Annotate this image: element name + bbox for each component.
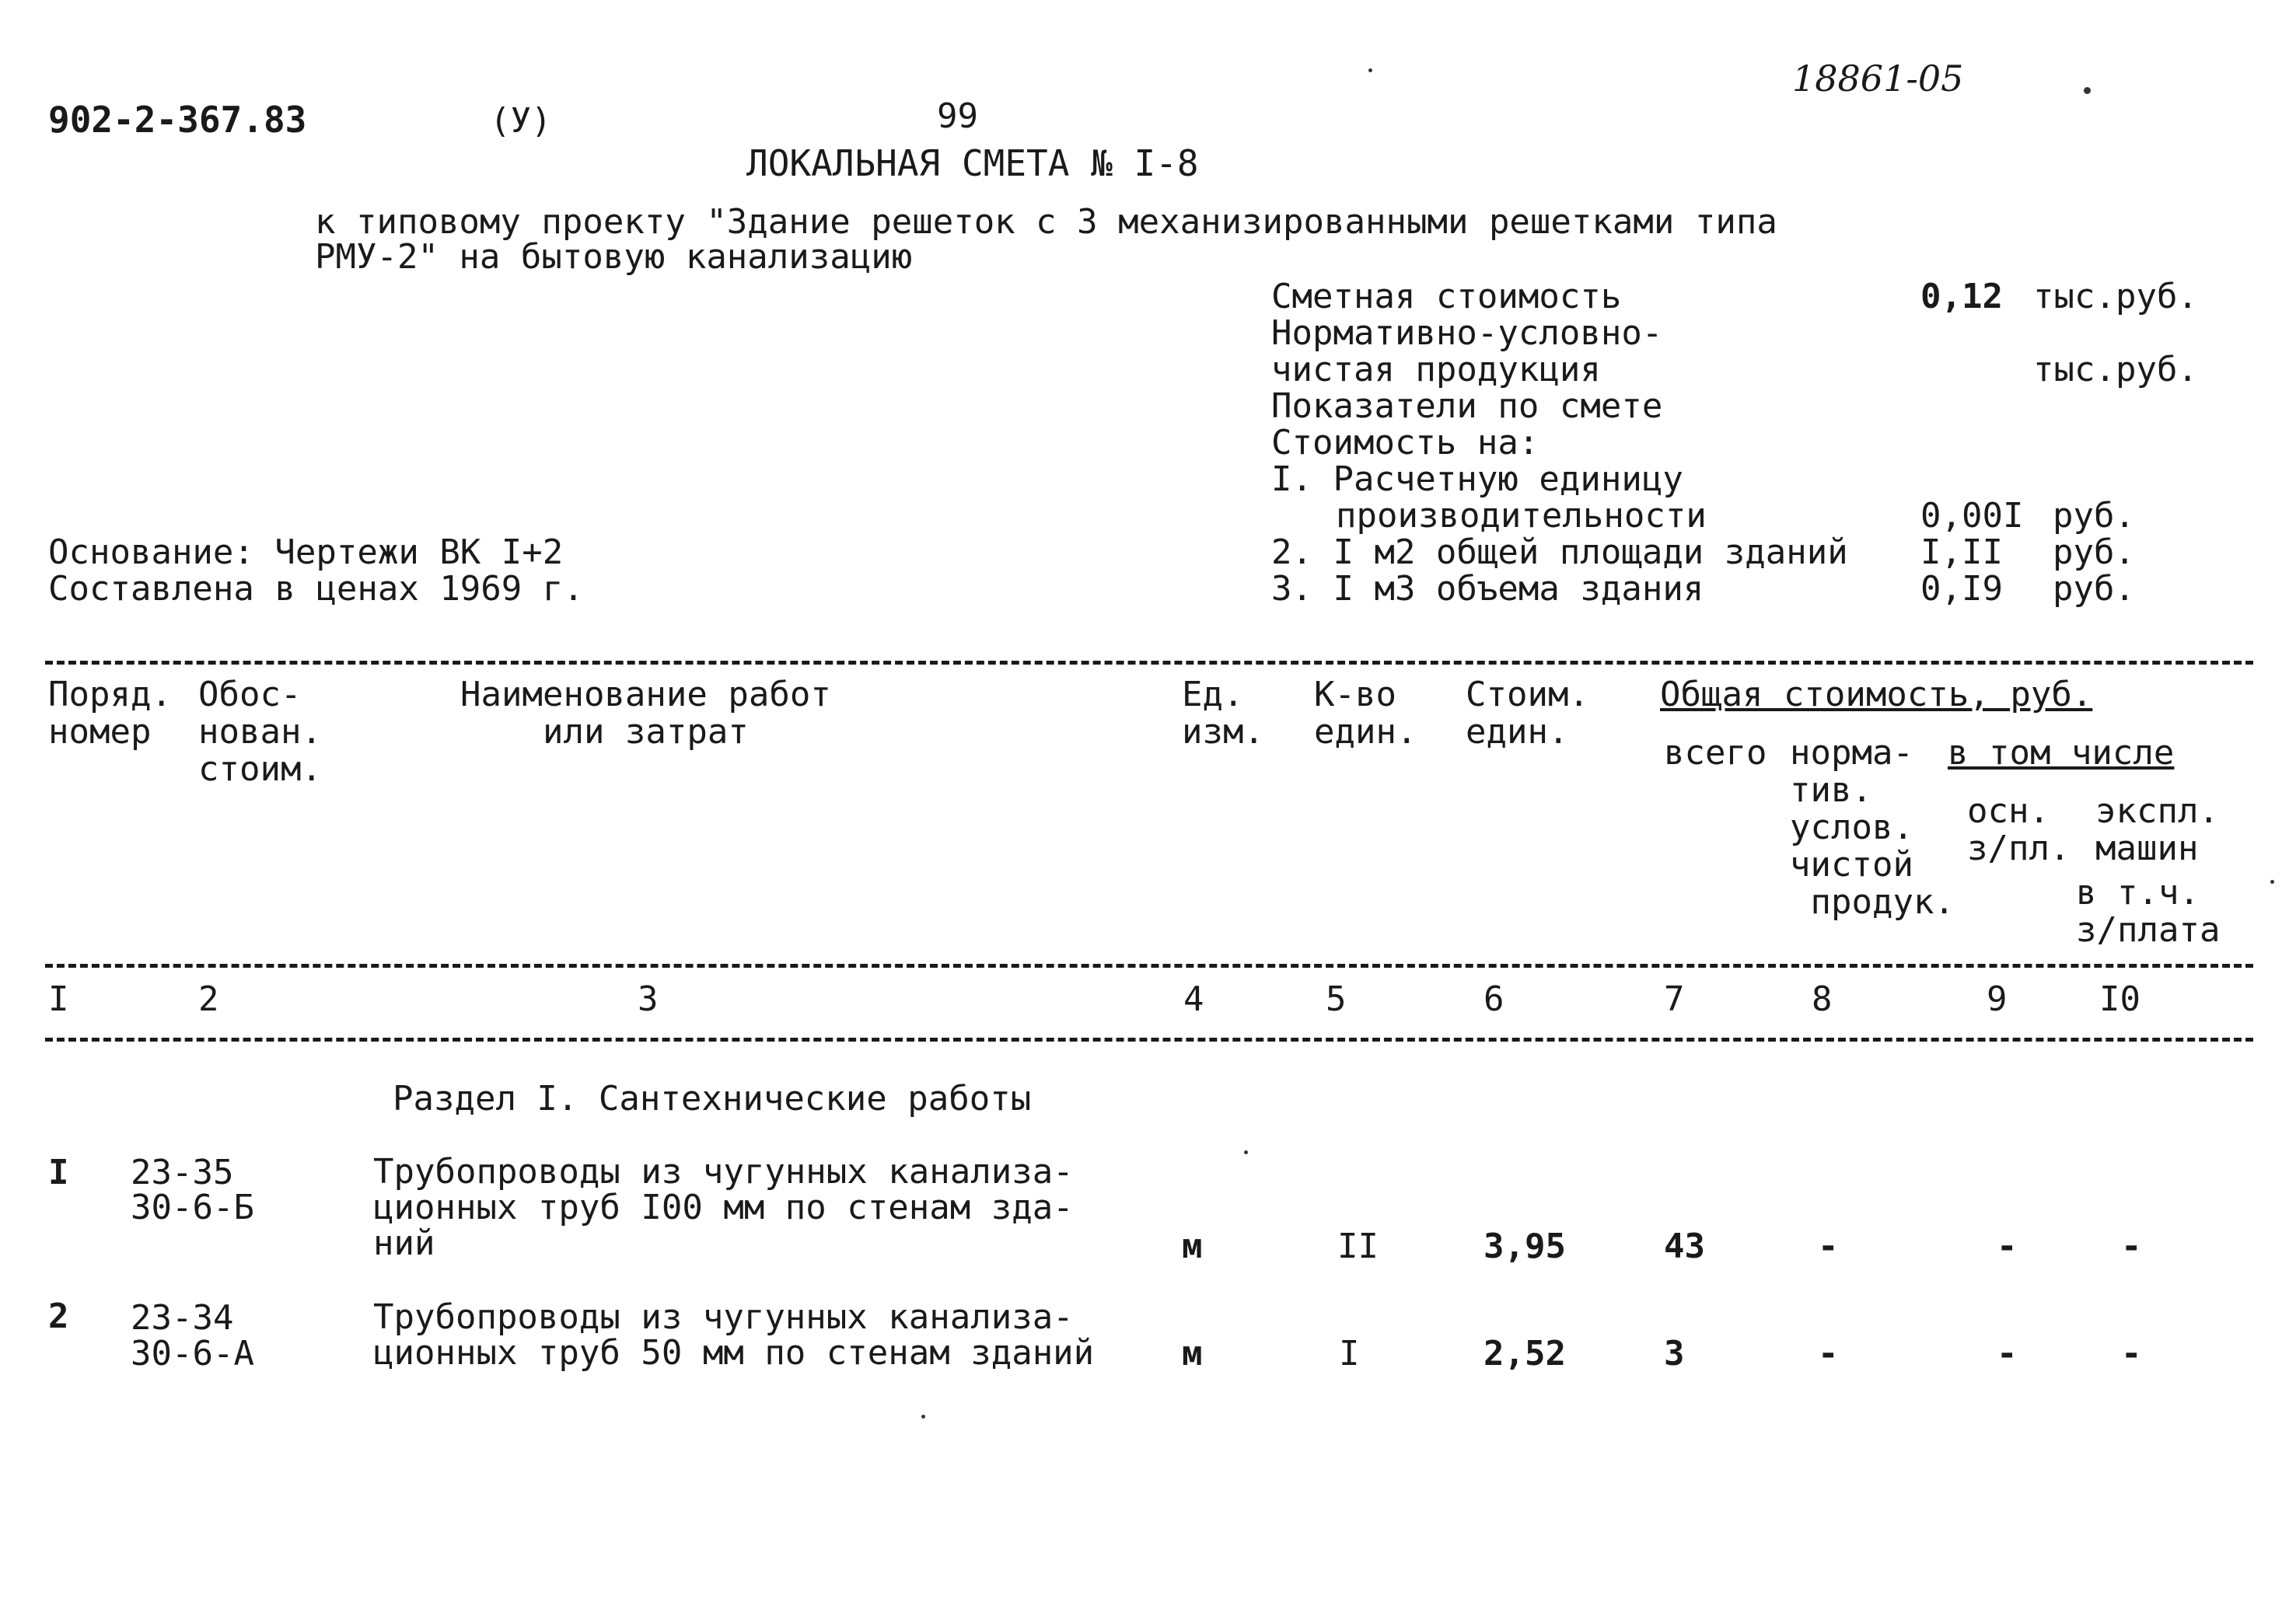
header-including-group: в том числе [1948, 733, 2175, 773]
indicator-3-unit: руб. [2053, 569, 2135, 609]
row-number: I [48, 1153, 69, 1192]
row-basis-1: 23-34 [131, 1298, 234, 1338]
row-unit: м [1182, 1227, 1203, 1266]
row-unit-price: 3,95 [1483, 1227, 1566, 1266]
indicator-1-label-2: производительности [1336, 496, 1707, 536]
row-basis-1: 23-35 [131, 1153, 234, 1192]
variant-mark: (У) [490, 101, 552, 141]
row-number: 2 [48, 1297, 69, 1336]
row-total: 43 [1664, 1227, 1705, 1266]
column-number: 6 [1483, 979, 1504, 1019]
row-work-name: Трубопроводы из чугунных канализа- ционных труб I00 мм по стенам зда- ний [373, 1152, 1074, 1263]
header-bottom-rule [45, 964, 2253, 968]
column-number: 7 [1664, 979, 1685, 1019]
cost-label: Сметная стоимость [1271, 277, 1622, 316]
indicator-2-value: I,II [1920, 532, 2003, 572]
column-number: 4 [1183, 979, 1204, 1019]
header-quantity: К-во един. [1314, 675, 1417, 752]
cost-per-label: Стоимость на: [1271, 423, 1539, 462]
row-unit-price: 2,52 [1483, 1334, 1566, 1373]
column-number: 2 [198, 979, 219, 1019]
indicator-1-label-1: I. Расчетную единицу [1271, 459, 1683, 499]
header-order-number: Поряд. номер [48, 675, 172, 752]
row-quantity: II [1337, 1227, 1379, 1266]
scan-speck [921, 1415, 925, 1419]
row-quantity: I [1339, 1334, 1360, 1373]
indicator-1-value: 0,00I [1920, 496, 2024, 536]
header-base-wage: осн. з/пл. [1967, 791, 2071, 868]
column-number: 3 [638, 979, 659, 1019]
header-machine-wage: в т.ч. з/плата [2076, 873, 2221, 950]
header-total-cost-group: Общая стоимость, руб. [1660, 675, 2093, 714]
nup-unit: тыс.руб. [2033, 350, 2198, 389]
header-normative-product: норма- тив. услов. чистой продук. [1790, 733, 1955, 922]
page-title: ЛОКАЛЬНАЯ СМЕТА № I-8 [746, 142, 1199, 184]
scan-speck [1244, 1150, 1248, 1154]
header-unit: Ед. изм. [1182, 675, 1264, 752]
scan-speck [2084, 87, 2091, 94]
header-work-name: Наименование работ или затрат [460, 675, 831, 752]
table-top-rule [45, 661, 2253, 665]
row-machine-operation: - [2121, 1334, 2142, 1373]
header-machine-operation: экспл. машин [2095, 791, 2219, 868]
page-number: 99 [937, 96, 978, 136]
handwritten-number: 18861-05 [1792, 58, 1964, 99]
section-title: Раздел I. Сантехнические работы [393, 1079, 1032, 1119]
column-number: I0 [2099, 979, 2140, 1019]
column-number-rule [45, 1038, 2253, 1042]
basis-line-2: Составлена в ценах 1969 г. [48, 569, 584, 609]
subtitle-line-1: к типовому проекту "Здание решеток с 3 механизированными решетками типа [315, 202, 1777, 242]
row-total: 3 [1664, 1334, 1685, 1373]
indicator-1-unit: руб. [2053, 496, 2135, 536]
row-base-wage: - [1997, 1227, 2018, 1266]
indicator-2-unit: руб. [2053, 532, 2135, 572]
indicator-3-value: 0,I9 [1920, 569, 2003, 609]
row-work-name: Трубопроводы из чугунных канализа- ционных труб 50 мм по стенам зданий [373, 1297, 1095, 1373]
indicators-label: Показатели по смете [1271, 386, 1663, 426]
nup-label-2: чистая продукция [1271, 350, 1601, 389]
cost-unit: тыс.руб. [2033, 277, 2198, 316]
nup-label-1: Нормативно-условно- [1271, 313, 1663, 353]
row-basis-2: 30-6-А [131, 1334, 254, 1373]
row-unit: м [1182, 1334, 1203, 1373]
basis-line-1: Основание: Чертежи ВК I+2 [48, 532, 564, 572]
subtitle-line-2: РМУ-2" на бытовую канализацию [315, 237, 913, 277]
scan-speck [1368, 68, 1372, 72]
column-number: 5 [1326, 979, 1347, 1019]
indicator-3-label: 3. I м3 объема здания [1271, 569, 1704, 609]
cost-value: 0,12 [1920, 277, 2003, 316]
column-number: 9 [1987, 979, 2008, 1019]
column-number: 8 [1812, 979, 1833, 1019]
scan-speck [2270, 880, 2274, 884]
header-basis: Обос- нован. стоим. [198, 675, 322, 789]
row-machine-operation: - [2121, 1227, 2142, 1266]
column-number: I [48, 979, 69, 1019]
row-normative-product: - [1818, 1227, 1839, 1266]
row-basis-2: 30-6-Б [131, 1188, 254, 1227]
header-unit-price: Стоим. един. [1466, 675, 1589, 752]
row-base-wage: - [1997, 1334, 2018, 1373]
row-normative-product: - [1818, 1334, 1839, 1373]
document-code: 902-2-367.83 [48, 99, 307, 141]
indicator-2-label: 2. I м2 общей площади зданий [1271, 532, 1848, 572]
header-total: всего [1664, 733, 1767, 773]
